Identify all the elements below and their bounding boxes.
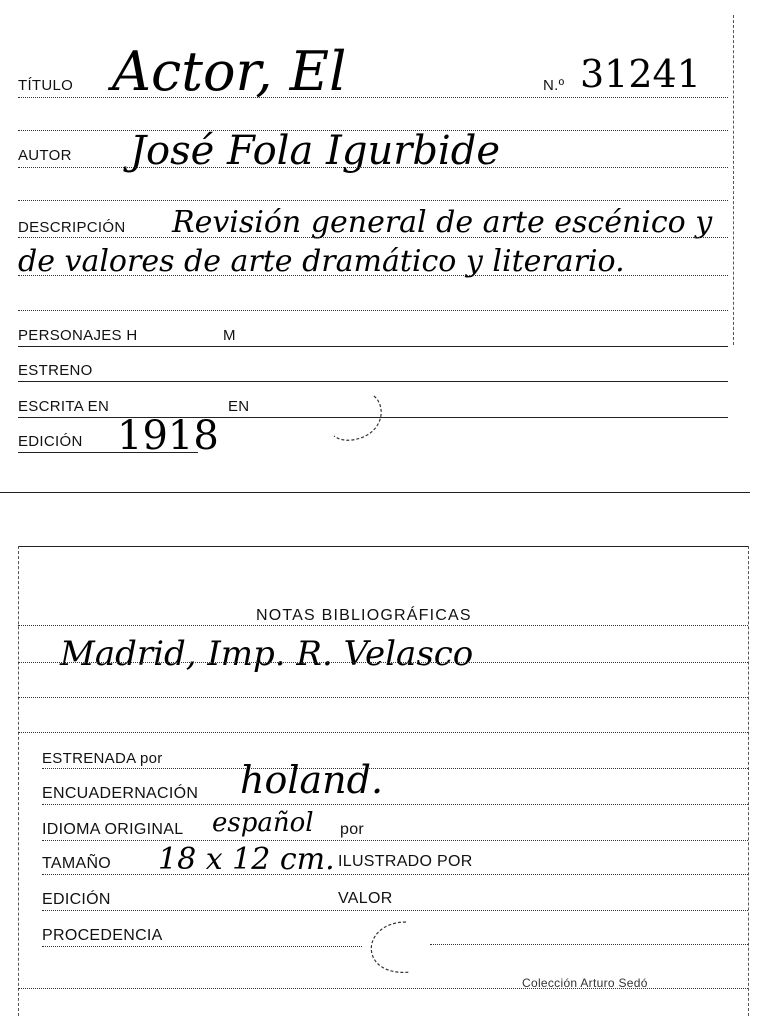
descripcion-line-1: Revisión general de arte escénico y bbox=[172, 205, 713, 240]
ruled-line bbox=[18, 732, 748, 733]
edicion-label: EDICIÓN bbox=[18, 433, 83, 450]
stamp-arc-mark bbox=[330, 392, 390, 446]
escrita-label: ESCRITA EN bbox=[18, 398, 110, 415]
personajes-m-label: M bbox=[223, 327, 236, 344]
autor-label: AUTOR bbox=[18, 147, 72, 164]
personajes-line bbox=[18, 346, 728, 347]
descripcion-line bbox=[18, 237, 728, 238]
top-card-bottom-edge bbox=[0, 492, 750, 493]
titulo-label: TÍTULO bbox=[18, 77, 74, 94]
catalog-card-top bbox=[0, 0, 759, 495]
catalog-card-bottom bbox=[0, 540, 759, 1020]
procedencia-label: PROCEDENCIA bbox=[42, 927, 163, 944]
escrita-en-label: EN bbox=[228, 398, 250, 415]
edicion-value: 1918 bbox=[117, 413, 219, 459]
ruled-line bbox=[18, 310, 728, 311]
procedencia-line bbox=[42, 946, 362, 947]
titulo-line bbox=[18, 97, 728, 98]
card-right-edge bbox=[733, 15, 734, 345]
valor-label: VALOR bbox=[338, 890, 393, 907]
numero-label: N.º bbox=[543, 77, 565, 94]
idioma-line bbox=[42, 840, 748, 841]
estrenada-label: ESTRENADA por bbox=[42, 750, 163, 767]
personajes-label: PERSONAJES H bbox=[18, 327, 138, 344]
procedencia-line-right bbox=[430, 944, 748, 945]
notas-value: Madrid, Imp. R. Velasco bbox=[60, 634, 474, 674]
ruled-line bbox=[18, 697, 748, 698]
ruled-line bbox=[18, 988, 748, 989]
ruled-line bbox=[18, 200, 728, 201]
edicion-line bbox=[42, 910, 748, 911]
card-right-edge bbox=[748, 546, 749, 1016]
edicion-line bbox=[18, 452, 198, 453]
estrenada-line bbox=[42, 768, 748, 769]
encuadernacion-line bbox=[42, 804, 748, 805]
tamano-label: TAMAÑO bbox=[42, 855, 112, 872]
autor-line bbox=[18, 167, 728, 168]
descripcion-line-2: de valores de arte dramático y literario. bbox=[18, 244, 625, 279]
ruled-line bbox=[18, 625, 748, 626]
coleccion-text: Colección Arturo Sedó bbox=[522, 976, 648, 990]
estreno-label: ESTRENO bbox=[18, 362, 93, 379]
card-left-edge bbox=[18, 546, 19, 1016]
encuadernacion-label: ENCUADERNACIÓN bbox=[42, 785, 199, 802]
estreno-line bbox=[18, 381, 728, 382]
bottom-card-top-edge bbox=[18, 546, 748, 547]
autor-value: José Fola Igurbide bbox=[130, 128, 500, 174]
idioma-label: IDIOMA ORIGINAL bbox=[42, 821, 184, 838]
edicion-label: EDICIÓN bbox=[42, 891, 111, 908]
stamp-arc-mark bbox=[362, 918, 422, 978]
encuadernacion-value: holand. bbox=[240, 758, 384, 802]
ruled-line bbox=[18, 662, 748, 663]
ilustrado-label: ILUSTRADO POR bbox=[338, 853, 473, 870]
idioma-value: español bbox=[212, 808, 314, 838]
idioma-por-label: por bbox=[340, 821, 365, 838]
numero-value: 31241 bbox=[580, 52, 701, 96]
tamano-line bbox=[42, 874, 748, 875]
descripcion-label: DESCRIPCIÓN bbox=[18, 219, 126, 236]
tamano-value: 18 x 12 cm. bbox=[158, 842, 335, 877]
notas-heading: NOTAS BIBLIOGRÁFICAS bbox=[256, 607, 472, 624]
ruled-line bbox=[18, 275, 728, 276]
titulo-value: Actor, El bbox=[112, 40, 347, 103]
